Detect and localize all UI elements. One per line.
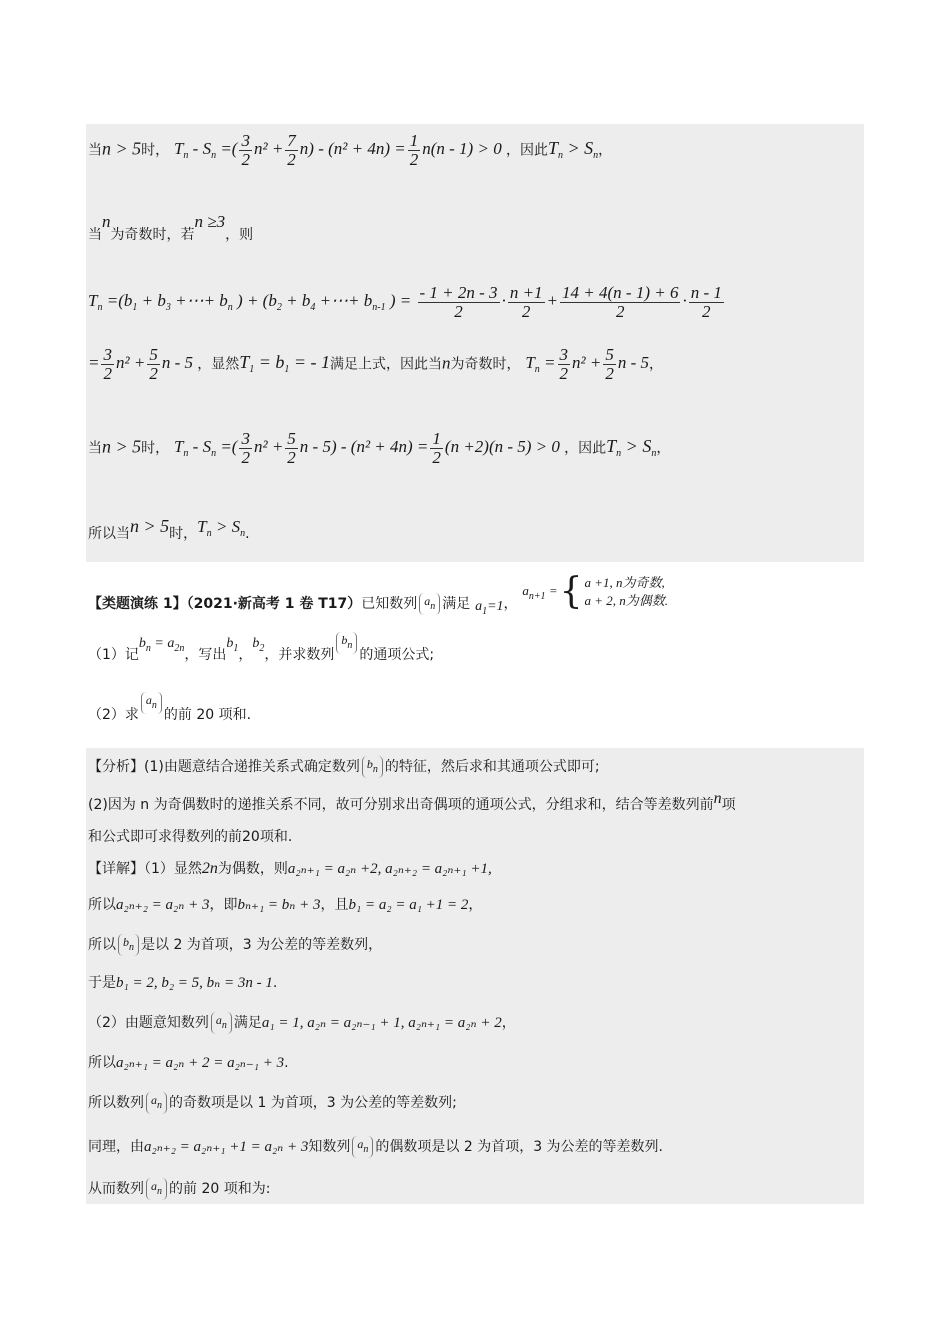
detail-1: 【详解】（1）显然2n为偶数，则a₂ₙ₊₁ = a₂ₙ +2, a₂ₙ₊₂ = a₂ₙ₊₁ +1, bbox=[88, 860, 492, 877]
detail-2: 所以a₂ₙ₊₂ = a₂ₙ + 3，即bₙ₊₁ = bₙ + 3，且b₁ = a₂ = a₁ +1 = 2， bbox=[88, 897, 483, 913]
analysis-1: 【分析】(1)由题意结合递推关系式确定数列 $b_n$ 的特征，然后求和其通项公式即可; bbox=[88, 756, 600, 778]
detail-7: 所以数列 $a_n$ 的奇数项是以 1 为首项，3 为公差的等差数列; bbox=[88, 1092, 457, 1114]
detail-6: 所以a₂ₙ₊₁ = a₂ₙ + 2 = a₂ₙ₋₁ + 3. bbox=[88, 1055, 289, 1071]
detail-8: 同理，由a₂ₙ₊₂ = a₂ₙ₊₁ +1 = a₂ₙ + 3知数列 $a_n$ 的偶数项是以 2 为首项，3 为公差的等差数列. bbox=[88, 1136, 663, 1158]
line-compare-odd: 当n > 5时， $T_n - S_n$ =( $\frac{3}{2}$ n² + $\frac{5}{2}$ n - 5) - (n² + 4n) = $\frac{1}{2}$ (n +2)(n - 5) > 0 ，因此$T_n > S_n$， bbox=[88, 429, 671, 467]
detail-3: 所以 $b_n$ 是以 2 为首项，3 为公差的等差数列， bbox=[88, 934, 382, 956]
line-compare-even: 当n > 5时， $T_n - S_n$ =( $\frac{3}{2}$ n² + $\frac{7}{2}$ n) - (n² + 4n) = $\frac{1}{2}$ n(n - 1) > 0 ，因此$T_n > S_n$， bbox=[88, 131, 613, 169]
detail-5: （2）由题意知数列 $a_n$ 满足a₁ = 1, a₂ₙ = a₂ₙ₋₁ + 1, a₂ₙ₊₁ = a₂ₙ + 2， bbox=[88, 1012, 516, 1034]
detail-4: 于是b₁ = 2, b₂ = 5, bₙ = 3n - 1. bbox=[88, 975, 278, 991]
line-odd-case: 当n为奇数时，若n ≥3，则 bbox=[88, 212, 254, 243]
line-conclusion: 所以当n > 5时，$T_n > S_n$. bbox=[88, 516, 250, 542]
question-1: （1）记$b_n = a_{2n}$，写出$b_1$，$b_2$，并求数列$b_n$的通项公式; bbox=[88, 633, 435, 663]
analysis-3: 和公式即可求得数列的前20项和. bbox=[88, 829, 293, 845]
line-odd-result: = $\frac{3}{2}$ n² + $\frac{5}{2}$ n - 5 ，显然$T_1 = b_1$ = - 1满足上式，因此当n为奇数时， $T_n$ = $\frac{3}{2}$ n² + $\frac{5}{2}$ n - 5， bbox=[88, 345, 664, 383]
analysis-2: (2)因为 n 为奇偶数时的递推关系不同，故可分别求出奇偶项的通项公式，分组求和，结合等差数列前n项 bbox=[88, 790, 736, 813]
formula: $T_n - S_n$ =( $\frac{3}{2}$ n² + $\frac{7}{2}$ n) - (n² + 4n) = $\frac{1}{2}$ n(n - 1) > 0 bbox=[173, 131, 502, 169]
solution-continuation-block bbox=[86, 124, 864, 562]
recurrence-cases: $a_{n+1}$ = { a +1, n为奇数, a + 2, n为偶数. bbox=[522, 571, 669, 613]
question-2: （2）求$a_n$的前 20 项和. bbox=[88, 693, 252, 723]
problem-title-line: 【类题演练 1】（2021·新高考 1 卷 T17）已知数列 $a_n$ 满足 $a_1=1$， $a_{n+1}$ = { a +1, n为奇数, a + 2, n为偶数. bbox=[88, 571, 669, 618]
detail-9: 从而数列 $a_n$ 的前 20 项和为: bbox=[88, 1178, 270, 1200]
line-odd-sum: $T_n =(b_1 + b_3$ +⋯+ $b_n$ ) + ($b_2 + b_4$ +⋯+ $b_{n-1}$ ) = $\frac{- 1 + 2n - 3}{2}$ · $\frac{n +1}{2}$ + $\frac{14 + 4(n - 1) + 6}{2}$ · $\frac{n - 1}{2}$ bbox=[88, 283, 722, 321]
